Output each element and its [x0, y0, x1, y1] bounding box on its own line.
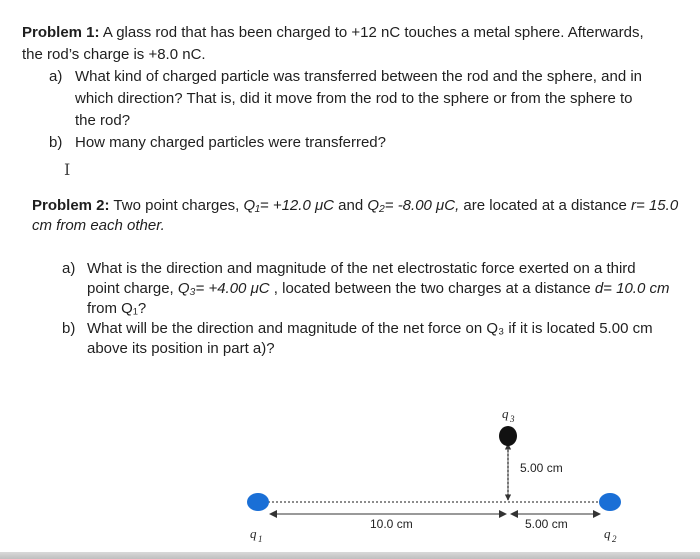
problem1-text-l1: A glass rod that has been charged to +12 nC touches a metal sphere. Afterwards, — [99, 24, 644, 41]
problem2-b-l1: What will be the direction and magnitude of the net force on Q₃ if it is located 5.00 cm — [87, 320, 653, 337]
problem2-b-marker: b) — [62, 320, 76, 337]
problem2-a-l2-b: , located between the two charges at a distance — [269, 280, 595, 297]
problem2-a-l2-a: point charge, — [87, 280, 178, 297]
problem2-r: r= 15.0 — [631, 197, 679, 214]
problem2-a-l3: from Q₁? — [87, 300, 147, 317]
problem1-a-l3: the rod? — [75, 112, 131, 129]
problem2-q1: Q₁= +12.0 μC — [243, 197, 334, 214]
label-q1-sub: 1 — [258, 534, 263, 544]
label-q1: q — [250, 526, 257, 541]
problem2-a-l1: What is the direction and magnitude of the net electrostatic force exerted on a third — [87, 260, 636, 277]
problem1-label: Problem 1: — [22, 24, 100, 41]
problem1-b-marker: b) — [49, 134, 63, 151]
problem2-q3: Q₃= +4.00 μC — [177, 280, 270, 297]
label-dim-q3-q2: 5.00 cm — [525, 517, 568, 531]
problem2-a-marker: a) — [62, 260, 76, 277]
problem2-l1-a: Two point charges, — [109, 197, 244, 214]
charge-q3 — [499, 426, 517, 446]
problem1-a-l2: which direction? That is, did it move from the rod to the sphere or from the sphere to — [75, 90, 633, 107]
problem1-a-marker: a) — [49, 68, 63, 85]
bottom-edge-bar — [0, 552, 700, 559]
charge-q1 — [247, 493, 269, 511]
label-dim-q1-q3: 10.0 cm — [370, 517, 413, 531]
label-q3-sub: 3 — [510, 414, 515, 424]
charge-q2 — [599, 493, 621, 511]
label-q3: q — [502, 406, 509, 421]
label-q2-sub: 2 — [612, 534, 617, 544]
problem2-l2: cm from each other. — [32, 217, 165, 234]
label-q2: q — [604, 526, 611, 541]
problem2-l1-b: are located at a distance — [459, 197, 632, 214]
problem2-l1-and: and — [334, 197, 368, 214]
problem2-q2: Q₂= -8.00 μC, — [367, 197, 460, 214]
label-dim-vertical: 5.00 cm — [520, 461, 563, 475]
problem2-b-l2: above its position in part a)? — [87, 340, 275, 357]
problem2-d: d= 10.0 cm — [594, 280, 670, 297]
problem1-text-l2: the rod’s charge is +8.0 nC. — [22, 46, 206, 63]
text-cursor-icon: I — [64, 160, 71, 179]
problem1-a-l1: What kind of charged particle was transferred between the rod and the sphere, and in — [75, 68, 643, 85]
problem2-label: Problem 2: — [32, 197, 110, 214]
problem1-b-l1: How many charged particles were transferred? — [75, 134, 386, 151]
